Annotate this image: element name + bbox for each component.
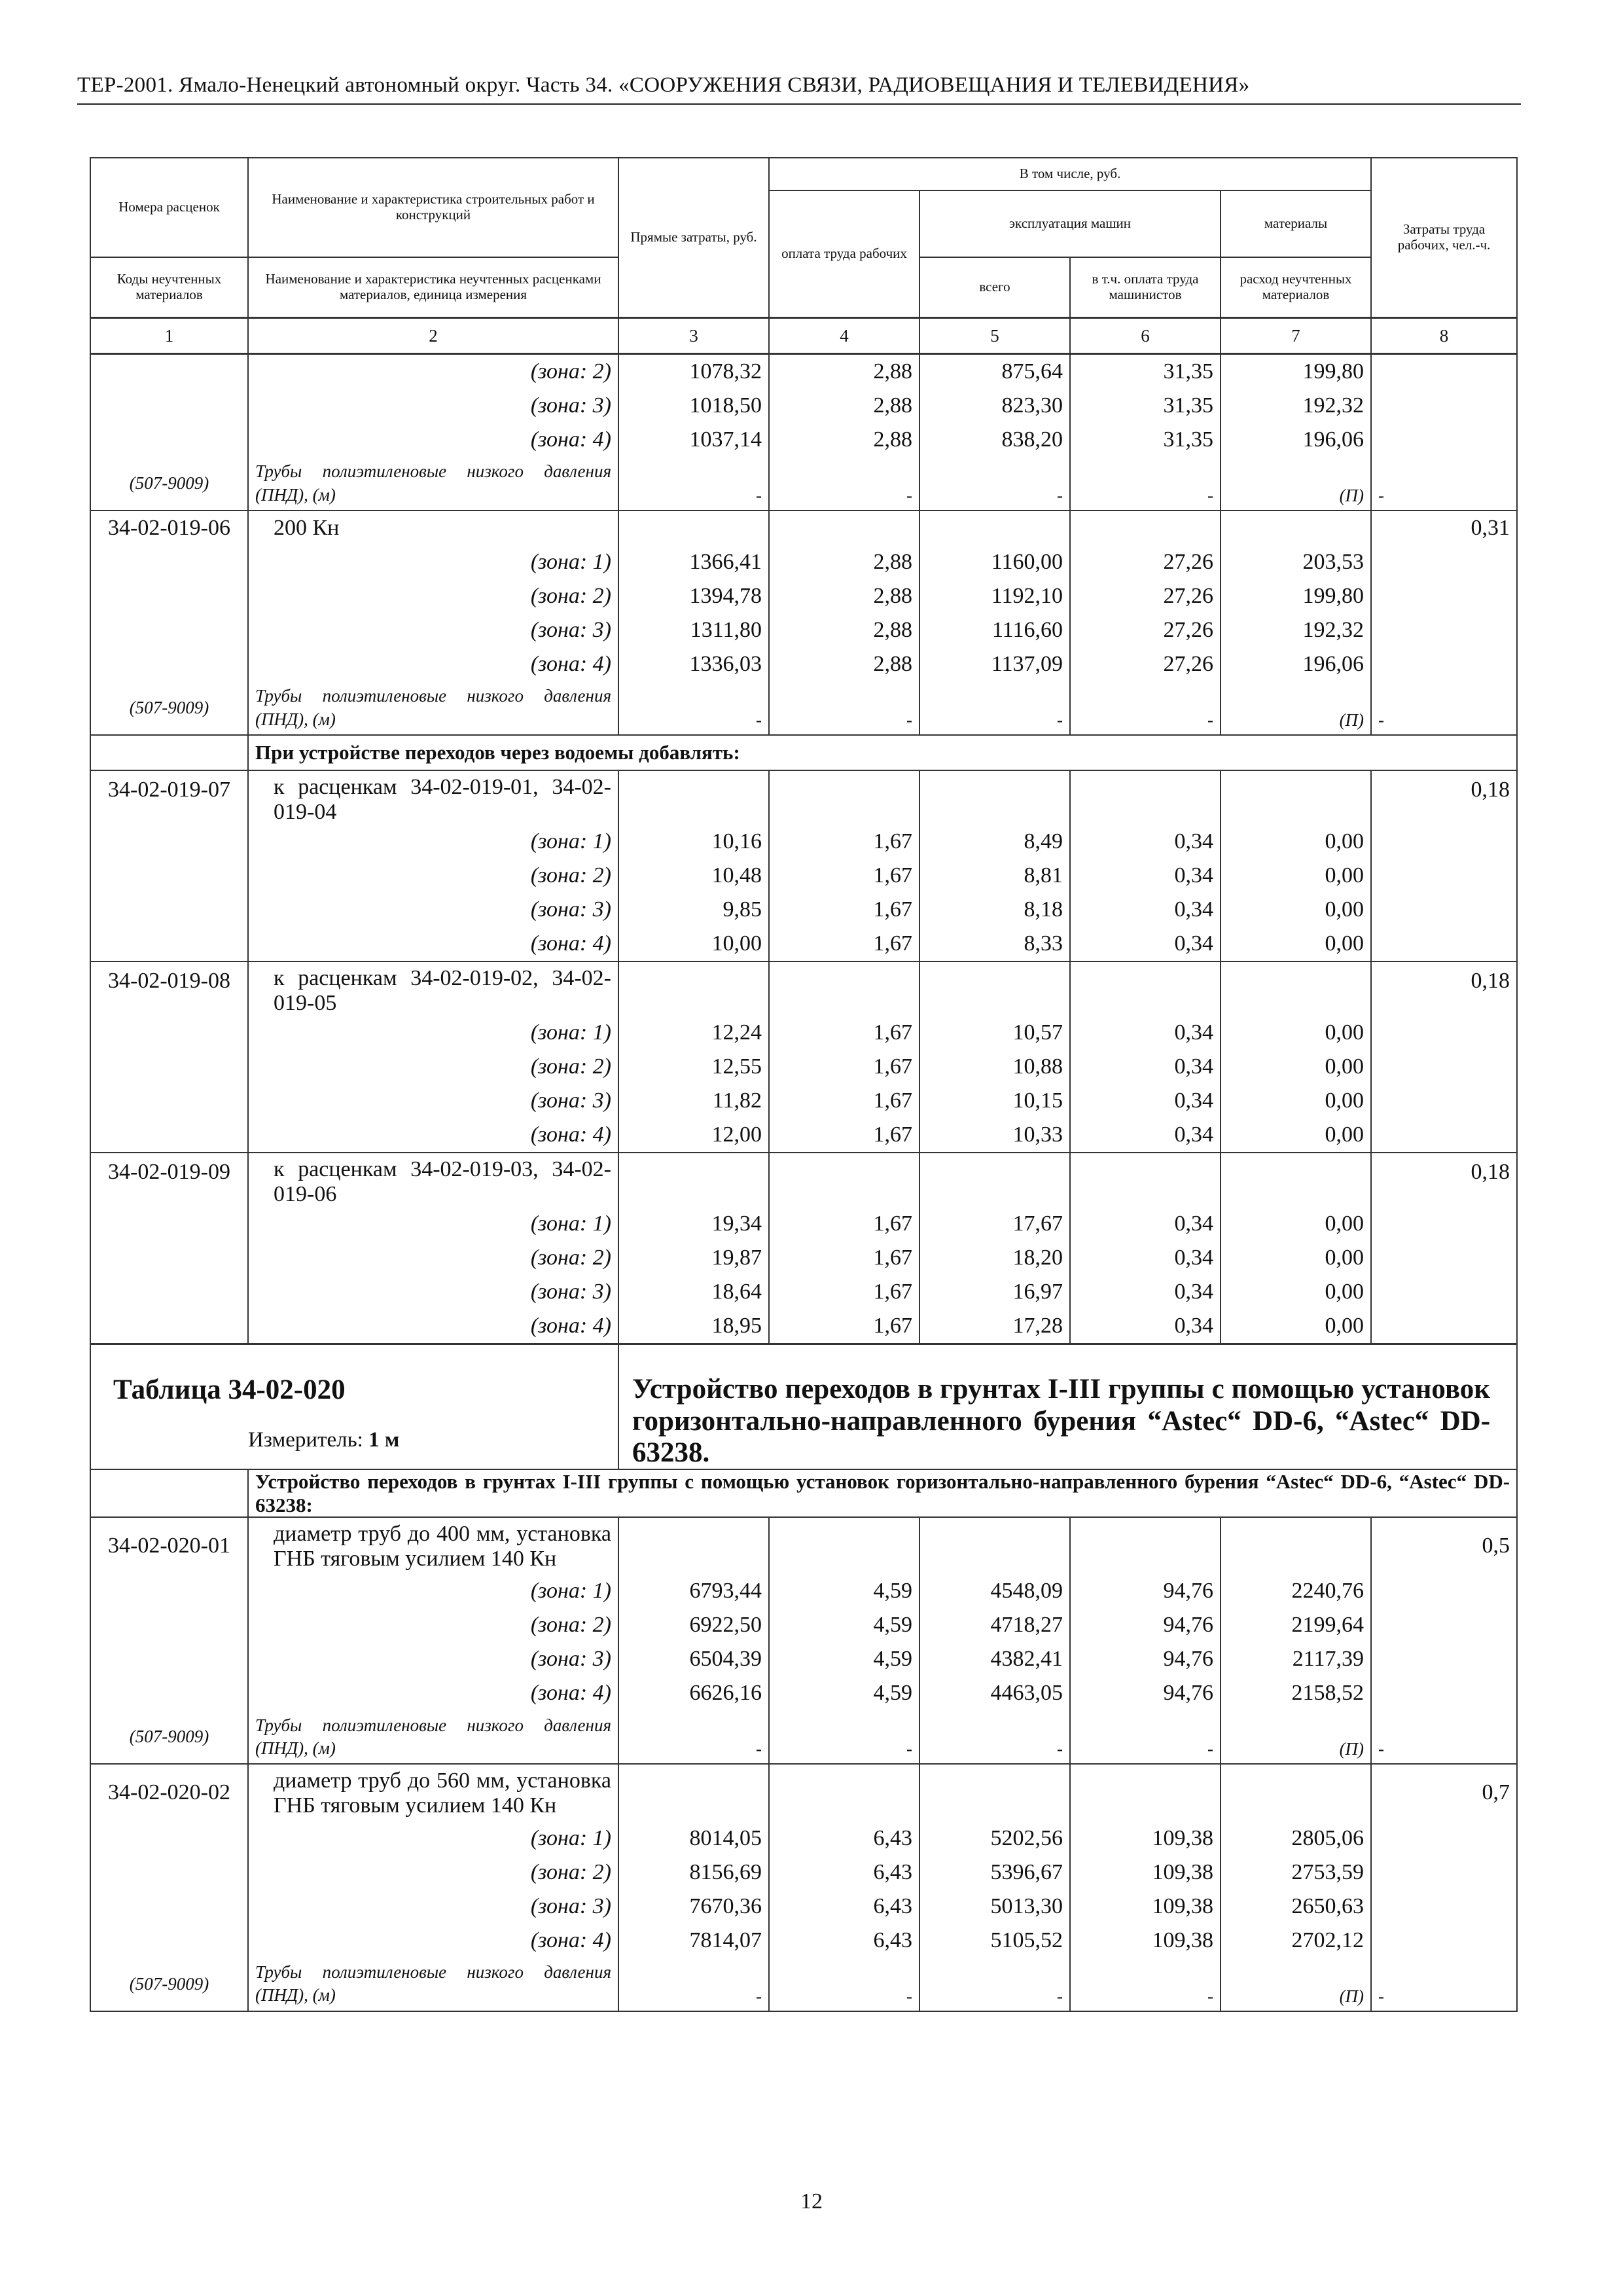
material-name: Трубы полиэтиленовые низкого давления (ПНД), (м) xyxy=(248,457,618,511)
labor-costs: 0,18 xyxy=(1371,770,1517,825)
direct-cost: 8014,05 xyxy=(618,1821,769,1856)
header-machines-total: всего xyxy=(919,257,1070,318)
dash: - xyxy=(919,681,1070,735)
zone-label: (зона: 3) xyxy=(248,1275,618,1309)
dash: - xyxy=(919,1710,1070,1764)
zone-label: (зона: 2) xyxy=(248,1856,618,1890)
labor-pay: 1,67 xyxy=(769,1016,919,1050)
machines-total: 1116,60 xyxy=(919,613,1070,647)
dash: - xyxy=(1371,1710,1517,1764)
zone-label: (зона: 2) xyxy=(248,1050,618,1084)
rate-name: 200 Кн xyxy=(248,511,618,545)
materials: 2805,06 xyxy=(1221,1821,1371,1856)
materials: 0,00 xyxy=(1221,1118,1371,1153)
operators-pay: 27,26 xyxy=(1070,647,1221,681)
operators-pay: 109,38 xyxy=(1070,1890,1221,1924)
rates-table xyxy=(90,157,1518,2012)
zone-label: (зона: 1) xyxy=(248,825,618,859)
material-name: Трубы полиэтиленовые низкого давления (ПНД), (м) xyxy=(248,1710,618,1764)
machines-total: 10,57 xyxy=(919,1016,1070,1050)
operators-pay: 0,34 xyxy=(1070,859,1221,893)
direct-cost: 1018,50 xyxy=(618,389,769,423)
zone-label: (зона: 4) xyxy=(248,1676,618,1710)
zone-row xyxy=(90,927,1517,961)
labor-pay: 1,67 xyxy=(769,825,919,859)
rate-code: 34-02-019-08 xyxy=(90,961,248,1016)
material-code: (507-9009) xyxy=(90,1958,248,2011)
zone-label: (зона: 2) xyxy=(248,579,618,613)
operators-pay: 31,35 xyxy=(1070,389,1221,423)
machines-total: 1137,09 xyxy=(919,647,1070,681)
operators-pay: 109,38 xyxy=(1070,1924,1221,1958)
machines-total: 4463,05 xyxy=(919,1676,1070,1710)
header-code-bottom: Коды неучтенных материалов xyxy=(90,257,248,318)
direct-cost: 1394,78 xyxy=(618,579,769,613)
zone-label: (зона: 1) xyxy=(248,1016,618,1050)
material-row xyxy=(90,457,1517,511)
machines-total: 8,33 xyxy=(919,927,1070,961)
zone-label: (зона: 1) xyxy=(248,1821,618,1856)
materials: 2117,39 xyxy=(1221,1642,1371,1676)
operators-pay: 27,26 xyxy=(1070,545,1221,579)
materials: 0,00 xyxy=(1221,1050,1371,1084)
header-direct-costs: Прямые затраты, руб. xyxy=(618,158,769,318)
materials: 0,00 xyxy=(1221,1241,1371,1275)
machines-total: 5105,52 xyxy=(919,1924,1070,1958)
operators-pay: 0,34 xyxy=(1070,1016,1221,1050)
materials: 199,80 xyxy=(1221,354,1371,389)
direct-cost: 11,82 xyxy=(618,1084,769,1118)
zone-row xyxy=(90,354,1517,389)
labor-pay: 2,88 xyxy=(769,354,919,389)
dash: - xyxy=(1371,1958,1517,2011)
rate-row xyxy=(90,1517,1517,1574)
dash: - xyxy=(618,681,769,735)
direct-cost: 6793,44 xyxy=(618,1574,769,1608)
labor-costs: 0,18 xyxy=(1371,961,1517,1016)
materials: 192,32 xyxy=(1221,613,1371,647)
operators-pay: 0,34 xyxy=(1070,927,1221,961)
zone-label: (зона: 2) xyxy=(248,1241,618,1275)
zone-row xyxy=(90,1608,1517,1642)
direct-cost: 1311,80 xyxy=(618,613,769,647)
labor-pay: 2,88 xyxy=(769,389,919,423)
operators-pay: 0,34 xyxy=(1070,1275,1221,1309)
zone-row xyxy=(90,1676,1517,1710)
header-machines: эксплуатация машин xyxy=(919,190,1221,257)
section-title: Устройство переходов в грунтах I-III группы с помощью установок горизонтально-направленного бурения “Astec“ DD-6, “Astec“ DD-63238: xyxy=(248,1469,1517,1517)
labor-pay: 1,67 xyxy=(769,927,919,961)
labor-pay: 6,43 xyxy=(769,1890,919,1924)
column-numbers-row xyxy=(90,318,1517,354)
materials: 192,32 xyxy=(1221,389,1371,423)
machines-total: 838,20 xyxy=(919,423,1070,457)
materials: 0,00 xyxy=(1221,825,1371,859)
direct-cost: 12,00 xyxy=(618,1118,769,1153)
col-number: 4 xyxy=(769,318,919,354)
dash: - xyxy=(1070,1958,1221,2011)
labor-pay: 1,67 xyxy=(769,1084,919,1118)
zone-row xyxy=(90,1574,1517,1608)
materials: 2650,63 xyxy=(1221,1890,1371,1924)
header-name-top: Наименование и характеристика строительных работ и конструкций xyxy=(248,158,618,257)
materials: 2199,64 xyxy=(1221,1608,1371,1642)
operators-pay: 0,34 xyxy=(1070,893,1221,927)
materials: 0,00 xyxy=(1221,927,1371,961)
machines-total: 1192,10 xyxy=(919,579,1070,613)
running-head: ТЕР-2001. Ямало-Ненецкий автономный округ. Часть 34. «СООРУЖЕНИЯ СВЯЗИ, РАДИОВЕЩАНИЯ И ТЕЛЕВИДЕНИЯ» xyxy=(77,73,1521,105)
header-row-1 xyxy=(90,158,1517,190)
dash: - xyxy=(618,1958,769,2011)
material-code: (507-9009) xyxy=(90,681,248,735)
materials: 0,00 xyxy=(1221,1309,1371,1344)
labor-pay: 2,88 xyxy=(769,613,919,647)
zone-row xyxy=(90,1924,1517,1958)
zone-label: (зона: 1) xyxy=(248,545,618,579)
zone-label: (зона: 3) xyxy=(248,1890,618,1924)
machines-total: 875,64 xyxy=(919,354,1070,389)
materials: 2753,59 xyxy=(1221,1856,1371,1890)
zone-row xyxy=(90,647,1517,681)
zone-label: (зона: 4) xyxy=(248,647,618,681)
operators-pay: 27,26 xyxy=(1070,579,1221,613)
dash: - xyxy=(1371,457,1517,511)
zone-row xyxy=(90,389,1517,423)
zone-label: (зона: 4) xyxy=(248,1118,618,1153)
operators-pay: 31,35 xyxy=(1070,354,1221,389)
materials: 2158,52 xyxy=(1221,1676,1371,1710)
zone-row xyxy=(90,859,1517,893)
dash: - xyxy=(618,1710,769,1764)
header-material-usage: расход неучтенных материалов xyxy=(1221,257,1371,318)
zone-label: (зона: 4) xyxy=(248,1924,618,1958)
zone-label: (зона: 3) xyxy=(248,613,618,647)
zone-label: (зона: 2) xyxy=(248,859,618,893)
material-name: Трубы полиэтиленовые низкого давления (ПНД), (м) xyxy=(248,681,618,735)
rate-row xyxy=(90,1153,1517,1207)
labor-pay: 1,67 xyxy=(769,1241,919,1275)
rate-code: 34-02-019-07 xyxy=(90,770,248,825)
materials: 199,80 xyxy=(1221,579,1371,613)
machines-total: 5396,67 xyxy=(919,1856,1070,1890)
col-number: 3 xyxy=(618,318,769,354)
materials: 0,00 xyxy=(1221,1016,1371,1050)
labor-pay: 2,88 xyxy=(769,545,919,579)
operators-pay: 94,76 xyxy=(1070,1642,1221,1676)
labor-pay: 2,88 xyxy=(769,647,919,681)
meter-label: Измеритель: xyxy=(248,1428,363,1452)
materials: 0,00 xyxy=(1221,859,1371,893)
direct-cost: 7814,07 xyxy=(618,1924,769,1958)
zone-row xyxy=(90,579,1517,613)
materials: 2240,76 xyxy=(1221,1574,1371,1608)
labor-pay: 1,67 xyxy=(769,1050,919,1084)
machines-total: 1160,00 xyxy=(919,545,1070,579)
machines-total: 10,88 xyxy=(919,1050,1070,1084)
direct-cost: 6626,16 xyxy=(618,1676,769,1710)
direct-cost: 18,95 xyxy=(618,1309,769,1344)
direct-cost: 10,00 xyxy=(618,927,769,961)
machines-total: 8,49 xyxy=(919,825,1070,859)
table-title: Устройство переходов в грунтах I-III группы с помощью установок горизонтально-направленного бурения “Astec“ DD-6, “Astec“ DD-63238. xyxy=(632,1374,1491,1468)
rate-name: к расценкам 34-02-019-02, 34-02-019-05 xyxy=(274,966,611,1016)
meter-line xyxy=(91,1406,618,1458)
labor-pay: 6,43 xyxy=(769,1924,919,1958)
labor-costs: 0,7 xyxy=(1371,1764,1517,1821)
rate-row xyxy=(90,770,1517,825)
labor-pay: 1,67 xyxy=(769,893,919,927)
rate-row xyxy=(90,511,1517,545)
machines-total: 18,20 xyxy=(919,1241,1070,1275)
rate-code: 34-02-020-02 xyxy=(90,1764,248,1821)
zone-row xyxy=(90,1118,1517,1153)
rate-name: диаметр труб до 400 мм, установка ГНБ тяговым усилием 140 Кн xyxy=(274,1522,611,1571)
materials: 2702,12 xyxy=(1221,1924,1371,1958)
rate-name: диаметр труб до 560 мм, установка ГНБ тяговым усилием 140 Кн xyxy=(274,1768,611,1818)
operators-pay: 94,76 xyxy=(1070,1574,1221,1608)
material-flag: (П) xyxy=(1221,1958,1371,2011)
direct-cost: 8156,69 xyxy=(618,1856,769,1890)
header-operators-pay: в т.ч. оплата труда машинистов xyxy=(1070,257,1221,318)
direct-cost: 7670,36 xyxy=(618,1890,769,1924)
direct-cost: 6504,39 xyxy=(618,1642,769,1676)
material-flag: (П) xyxy=(1221,681,1371,735)
direct-cost: 19,87 xyxy=(618,1241,769,1275)
dash: - xyxy=(1070,457,1221,511)
zone-row xyxy=(90,893,1517,927)
direct-cost: 6922,50 xyxy=(618,1608,769,1642)
zone-label: (зона: 1) xyxy=(248,1574,618,1608)
operators-pay: 27,26 xyxy=(1070,613,1221,647)
col-number: 1 xyxy=(90,318,248,354)
machines-total: 5013,30 xyxy=(919,1890,1070,1924)
dash: - xyxy=(1070,681,1221,735)
material-flag: (П) xyxy=(1221,1710,1371,1764)
dash: - xyxy=(769,681,919,735)
rate-name: к расценкам 34-02-019-01, 34-02-019-04 xyxy=(274,775,611,825)
header-labor-costs: Затраты труда рабочих, чел.-ч. xyxy=(1371,158,1517,318)
labor-costs: 0,5 xyxy=(1371,1517,1517,1574)
machines-total: 8,81 xyxy=(919,859,1070,893)
zone-row xyxy=(90,1016,1517,1050)
machines-total: 16,97 xyxy=(919,1275,1070,1309)
zone-label: (зона: 3) xyxy=(248,1084,618,1118)
machines-total: 10,15 xyxy=(919,1084,1070,1118)
operators-pay: 0,34 xyxy=(1070,1050,1221,1084)
header-name-bottom: Наименование и характеристика неучтенных расценками материалов, единица измерения xyxy=(248,257,618,318)
labor-pay: 4,59 xyxy=(769,1608,919,1642)
zone-label: (зона: 1) xyxy=(248,1207,618,1241)
labor-costs: 0,18 xyxy=(1371,1153,1517,1207)
labor-pay: 6,43 xyxy=(769,1821,919,1856)
material-flag: (П) xyxy=(1221,457,1371,511)
col-number: 8 xyxy=(1371,318,1517,354)
zone-label: (зона: 3) xyxy=(248,389,618,423)
zone-row xyxy=(90,1642,1517,1676)
col-number: 5 xyxy=(919,318,1070,354)
direct-cost: 1366,41 xyxy=(618,545,769,579)
dash: - xyxy=(1371,681,1517,735)
zone-label: (зона: 2) xyxy=(248,354,618,389)
section-title: При устройстве переходов через водоемы добавлять: xyxy=(248,735,1517,770)
machines-total: 10,33 xyxy=(919,1118,1070,1153)
machines-total: 17,67 xyxy=(919,1207,1070,1241)
direct-cost: 10,16 xyxy=(618,825,769,859)
dash: - xyxy=(769,1710,919,1764)
direct-cost: 1078,32 xyxy=(618,354,769,389)
dash: - xyxy=(769,1958,919,2011)
header-code-top: Номера расценок xyxy=(90,158,248,257)
direct-cost: 10,48 xyxy=(618,859,769,893)
direct-cost: 1037,14 xyxy=(618,423,769,457)
materials: 0,00 xyxy=(1221,1207,1371,1241)
zone-row xyxy=(90,1309,1517,1344)
operators-pay: 94,76 xyxy=(1070,1676,1221,1710)
materials: 203,53 xyxy=(1221,545,1371,579)
labor-pay: 2,88 xyxy=(769,423,919,457)
dash: - xyxy=(618,457,769,511)
labor-pay: 4,59 xyxy=(769,1642,919,1676)
direct-cost: 1336,03 xyxy=(618,647,769,681)
labor-pay: 4,59 xyxy=(769,1676,919,1710)
rate-row xyxy=(90,1764,1517,1821)
rate-code: 34-02-020-01 xyxy=(90,1517,248,1574)
machines-total: 4382,41 xyxy=(919,1642,1070,1676)
operators-pay: 0,34 xyxy=(1070,1207,1221,1241)
material-row xyxy=(90,681,1517,735)
zone-label: (зона: 4) xyxy=(248,423,618,457)
header-materials: материалы xyxy=(1221,190,1371,257)
header-labor-pay: оплата труда рабочих xyxy=(769,190,919,318)
table-heading-row xyxy=(90,1344,1517,1469)
rate-row xyxy=(90,961,1517,1016)
labor-pay: 1,67 xyxy=(769,1207,919,1241)
zone-row xyxy=(90,545,1517,579)
labor-pay: 6,43 xyxy=(769,1856,919,1890)
zone-label: (зона: 3) xyxy=(248,1642,618,1676)
col-number: 2 xyxy=(248,318,618,354)
meter-value: 1 м xyxy=(368,1428,400,1452)
zone-row xyxy=(90,1275,1517,1309)
material-row xyxy=(90,1958,1517,2011)
col-number: 6 xyxy=(1070,318,1221,354)
zone-label: (зона: 4) xyxy=(248,927,618,961)
dash: - xyxy=(919,1958,1070,2011)
materials: 196,06 xyxy=(1221,647,1371,681)
zone-row xyxy=(90,825,1517,859)
machines-total: 8,18 xyxy=(919,893,1070,927)
labor-pay: 1,67 xyxy=(769,1118,919,1153)
labor-pay: 1,67 xyxy=(769,1309,919,1344)
direct-cost: 12,24 xyxy=(618,1016,769,1050)
operators-pay: 0,34 xyxy=(1070,1084,1221,1118)
operators-pay: 0,34 xyxy=(1070,825,1221,859)
materials: 196,06 xyxy=(1221,423,1371,457)
operators-pay: 109,38 xyxy=(1070,1821,1221,1856)
operators-pay: 109,38 xyxy=(1070,1856,1221,1890)
material-code: (507-9009) xyxy=(90,457,248,511)
dash: - xyxy=(769,457,919,511)
section-title-row xyxy=(90,1469,1517,1517)
machines-total: 4548,09 xyxy=(919,1574,1070,1608)
zone-row xyxy=(90,613,1517,647)
zone-row xyxy=(90,423,1517,457)
section-title-row xyxy=(90,735,1517,770)
direct-cost: 9,85 xyxy=(618,893,769,927)
material-row xyxy=(90,1710,1517,1764)
zone-row xyxy=(90,1821,1517,1856)
materials: 0,00 xyxy=(1221,1084,1371,1118)
rate-name: к расценкам 34-02-019-03, 34-02-019-06 xyxy=(274,1157,611,1207)
dash: - xyxy=(919,457,1070,511)
zone-label: (зона: 4) xyxy=(248,1309,618,1344)
zone-row xyxy=(90,1207,1517,1241)
operators-pay: 0,34 xyxy=(1070,1309,1221,1344)
material-name: Трубы полиэтиленовые низкого давления (ПНД), (м) xyxy=(248,1958,618,2011)
operators-pay: 0,34 xyxy=(1070,1241,1221,1275)
zone-row xyxy=(90,1050,1517,1084)
labor-pay: 2,88 xyxy=(769,579,919,613)
direct-cost: 19,34 xyxy=(618,1207,769,1241)
materials: 0,00 xyxy=(1221,1275,1371,1309)
machines-total: 4718,27 xyxy=(919,1608,1070,1642)
operators-pay: 0,34 xyxy=(1070,1118,1221,1153)
labor-pay: 1,67 xyxy=(769,1275,919,1309)
rate-code: 34-02-019-06 xyxy=(90,511,248,545)
materials: 0,00 xyxy=(1221,893,1371,927)
zone-row xyxy=(90,1856,1517,1890)
labor-pay: 4,59 xyxy=(769,1574,919,1608)
operators-pay: 94,76 xyxy=(1070,1608,1221,1642)
col-number: 7 xyxy=(1221,318,1371,354)
operators-pay: 31,35 xyxy=(1070,423,1221,457)
price-table xyxy=(90,157,1516,2012)
labor-pay: 1,67 xyxy=(769,859,919,893)
rate-code: 34-02-019-09 xyxy=(90,1153,248,1207)
table-label: Таблица 34-02-020 xyxy=(113,1374,346,1406)
material-code: (507-9009) xyxy=(90,1710,248,1764)
dash: - xyxy=(1070,1710,1221,1764)
labor-costs: 0,31 xyxy=(1371,511,1517,545)
zone-label: (зона: 3) xyxy=(248,893,618,927)
zone-row xyxy=(90,1241,1517,1275)
machines-total: 5202,56 xyxy=(919,1821,1070,1856)
direct-cost: 18,64 xyxy=(618,1275,769,1309)
machines-total: 823,30 xyxy=(919,389,1070,423)
zone-label: (зона: 2) xyxy=(248,1608,618,1642)
header-including: В том числе, руб. xyxy=(769,158,1371,190)
zone-row xyxy=(90,1890,1517,1924)
machines-total: 17,28 xyxy=(919,1309,1070,1344)
direct-cost: 12,55 xyxy=(618,1050,769,1084)
zone-row xyxy=(90,1084,1517,1118)
page-number: 12 xyxy=(800,2189,823,2214)
